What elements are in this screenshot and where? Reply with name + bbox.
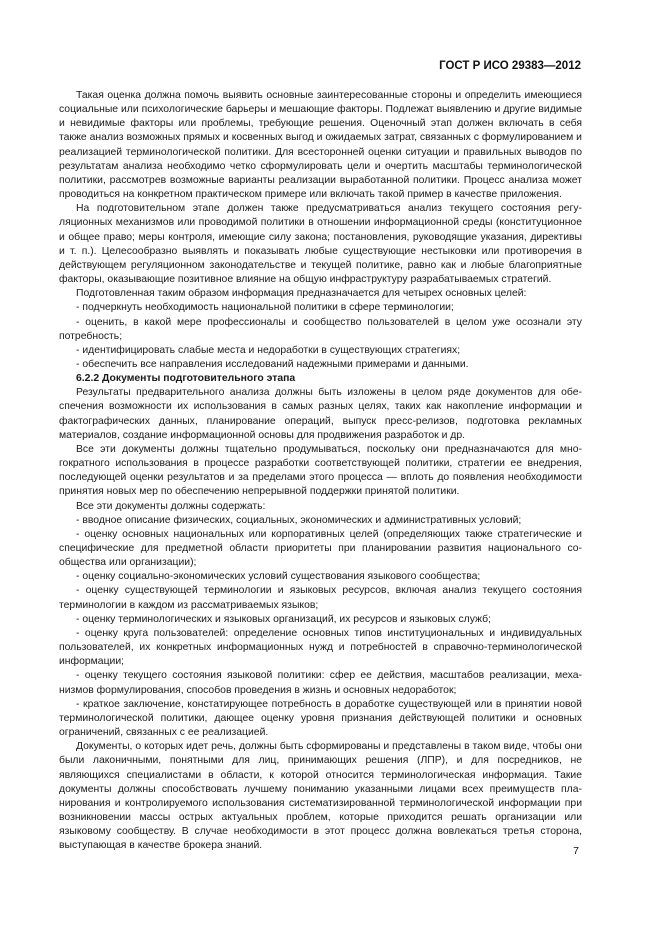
paragraph-assessment: Такая оценка должна помочь выявить основные заинтересованные стороны и определить имеющиеся социальные или психологические барьеры и мешающие факторы. Подлежат выявлению и другие видимые и невидимые факторы или проблемы, требующие решения. Оценочный этап должен включать в себя также анализ возможных прямых и косвенных выгод и ожидаемых затрат, связанных с формулированием и реализацией терминологической политики. Для всесторонней оценки ситуации и правильных выводов по результатам анализа необходимо четко сформулировать цели и очертить масштабы терминологической политики, рассмотрев возможные варианты реализации выработанной политики. Процесс анализа может проводиться на конкретном практическом примере или включать такой пример в качестве приложения. <box>59 90 582 201</box>
list-item: - оценку существующей терминологии и языковых ресурсов, включая анализ текущего состояния терминологии в каждом из рассматриваемых языков; <box>59 585 582 611</box>
list-item: - оценить, в какой мере профессионалы и сообщество пользователей в целом уже осознали эту потребность; <box>59 316 582 342</box>
list-item: - оценку основных национальных или корпоративных целей (определяющих также стратегические и специфические для предметной области приоритеты при планировании развития национального сообщества или организации); <box>59 528 582 569</box>
list-item: - оценку круга пользователей: определение основных типов институциональных и индивидуальных пользователей, их конкретных информационных нужд и потребностей в справочно-терминологической информации; <box>59 627 582 668</box>
paragraph-conclusion: Документы, о которых идет речь, должны быть сформированы и представлены в таком виде, чтобы они были лаконичными, понятными для лиц, принимающих решения (ЛПР), и для посредников, не являющихся специалистами в области, к которой относится терминологическая информация. Такие документы должны способствовать лучшему пониманию указанными лицами всех преимуществ планирования и контролируемого использования систематизированной терминологической информации при возникновении массы острых актуальных проблем, которые приходится решать организации или языковому сообществу. В случае необходимости в этот процесс должна вовлекаться третья сторона, выступающая в качестве брокера знаний. <box>59 741 582 852</box>
list-item: - оценку терминологических и языковых организаций, их ресурсов и языковых служб; <box>76 613 491 625</box>
paragraph-contents-intro: Все эти документы должны содержать: <box>76 500 266 512</box>
paragraph-preparatory-stage: На подготовительном этапе должен также предусматриваться анализ текущего состояния регуляционных механизмов или проводимой политики в отношении информационной среды (конституционное и общее право; меры контроля, имеющие силу закона; постановления, руководящие указания, директивы и т. п.). Целесообразно выявлять и показывать любые существующие нестыковки или противоречия в действующем регуляционном законодательстве и текущей политике, равно как и любые благоприятные факторы, оказывающие позитивное влияние на общую инфраструктуру разрабатываемых стратегий. <box>59 203 582 286</box>
paragraph-documents: Все эти документы должны тщательно продумываться, поскольку они предназначаются для многократного использования в процессе разработки соответствующей политики, стратегии ее внедрения, последующей оценки результатов и за пределами этого процесса — вплоть до появления необходимости принятия новых мер по обеспечению непрерывной поддержки принятой политики. <box>59 443 582 498</box>
list-item: - оценку текущего состояния языковой политики: сфер ее действия, масштабов реализации, механизмов формулирования, способов проведения в жизнь и основных недоработок; <box>59 670 582 696</box>
list-item: - оценку социально-экономических условий существования языкового сообщества; <box>76 571 481 583</box>
list-item: - обеспечить все направления исследований надежными примерами и данными. <box>76 358 469 370</box>
list-item: - идентифицировать слабые места и недоработки в существующих стратегиях; <box>76 344 461 356</box>
list-item: - краткое заключение, констатирующее потребность в доработке существующей или в принятии новой терминологической политики, дающее оценку уровня признания действующей политики и основных ограничений, связанных с ее реализацией. <box>59 698 582 739</box>
standard-code-header: ГОСТ Р ИСО 29383—2012 <box>439 60 581 72</box>
document-body <box>59 89 582 853</box>
paragraph-results: Результаты предварительного анализа должны быть изложены в целом ряде документов для обеспечения возможности их использования в самых разных целях, таких как накопление информации и фактографических данных, планирование операций, выпуск пресс-релизов, подготовка рекламных материалов, создание информационной основы для продвижения разработок и др. <box>59 387 582 441</box>
section-heading: 6.2.2 Документы подготовительного этапа <box>76 373 296 385</box>
list-item: - вводное описание физических, социальных, экономических и административных условий; <box>76 514 522 526</box>
page-number: 7 <box>573 845 579 857</box>
paragraph-purposes-intro: Подготовленная таким образом информация предназначается для четырех основных целей: <box>76 288 527 300</box>
list-item: - подчеркнуть необходимость национальной политики в сфере терминологии; <box>76 302 454 314</box>
